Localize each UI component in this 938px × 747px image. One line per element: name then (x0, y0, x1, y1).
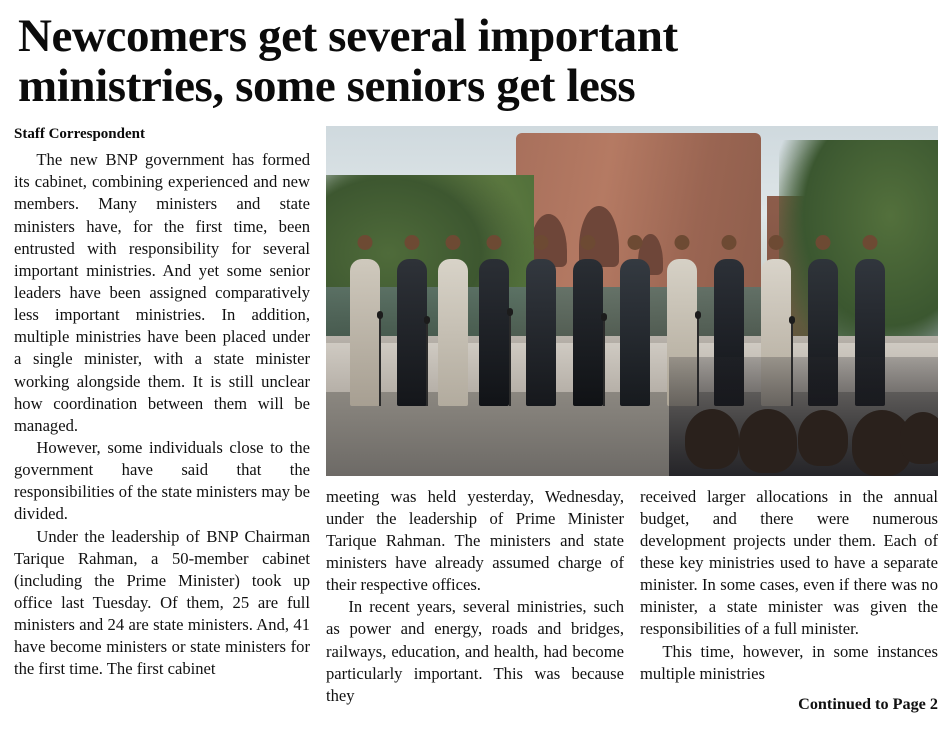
column-left (14, 126, 310, 681)
photo-crowd-head (798, 410, 848, 466)
paragraph: The new BNP government has formed its cabinet, combining experienced and new members. Many ministers and state ministers have, for the first time, been entrusted with responsibility for several important ministries. And yet some senior leaders have been assigned comparatively less important ministries. In addition, multiple ministries have been placed under a single minister, with a state minister working alongside them. It is still unclear how coordination between them will be managed. (14, 150, 310, 435)
headline-line-1: Newcomers get several important (18, 10, 678, 62)
paragraph: However, some individuals close to the government have said that the responsibilities of the state ministers may be divided. (14, 437, 310, 524)
headline-line-2: ministries, some seniors get less (18, 59, 636, 112)
photo-crowd-head (685, 409, 739, 469)
photo-microphone (509, 312, 511, 406)
paragraph: received larger allocations in the annual budget, and there were numerous development projects under them. Each of these key ministries used to have a separate minister. In some cases, even if there was no minister, a state minister was given the responsibilities of a full minister. (640, 486, 938, 639)
column-right (640, 486, 938, 714)
paragraph: In recent years, several ministries, such as power and energy, roads and bridges, railways, education, and health, had become particularly important. This was because they (326, 597, 624, 705)
photo-microphone (603, 317, 605, 405)
photo-person (397, 259, 427, 406)
photo-crowd (669, 357, 938, 476)
photo-person (479, 259, 509, 406)
photo-microphone (379, 315, 381, 406)
article-photo (326, 126, 938, 476)
photo-person (620, 259, 650, 406)
photo-person (573, 259, 603, 406)
article-body (14, 125, 938, 713)
paragraph: meeting was held yesterday, Wednesday, under the leadership of Prime Minister Tarique Rahman. The ministers and state ministers have already assumed charge of their respective offices. (326, 486, 624, 595)
paragraph: This time, however, in some instances multiple ministries (640, 641, 938, 683)
photo-person (526, 259, 556, 406)
byline: Staff Correspondent (14, 125, 145, 142)
photo-image (326, 126, 938, 476)
paragraph: Under the leadership of BNP Chairman Tarique Rahman, a 50-member cabinet (including the Prime Minister) took up office last Tuesday. Of them, 25 are full ministers and 24 are state ministers. And, 41 have become ministers or state ministers for the first time. The first cabinet (14, 526, 310, 679)
photo-person (438, 259, 468, 406)
page-title (14, 12, 924, 112)
photo-person (350, 259, 380, 406)
photo-crowd-head (739, 409, 797, 473)
photo-microphone (426, 320, 428, 405)
photo-crowd-head (900, 412, 938, 464)
column-middle (326, 486, 624, 714)
continued-note: Continued to Page 2 (798, 694, 938, 713)
lower-columns (326, 486, 938, 714)
